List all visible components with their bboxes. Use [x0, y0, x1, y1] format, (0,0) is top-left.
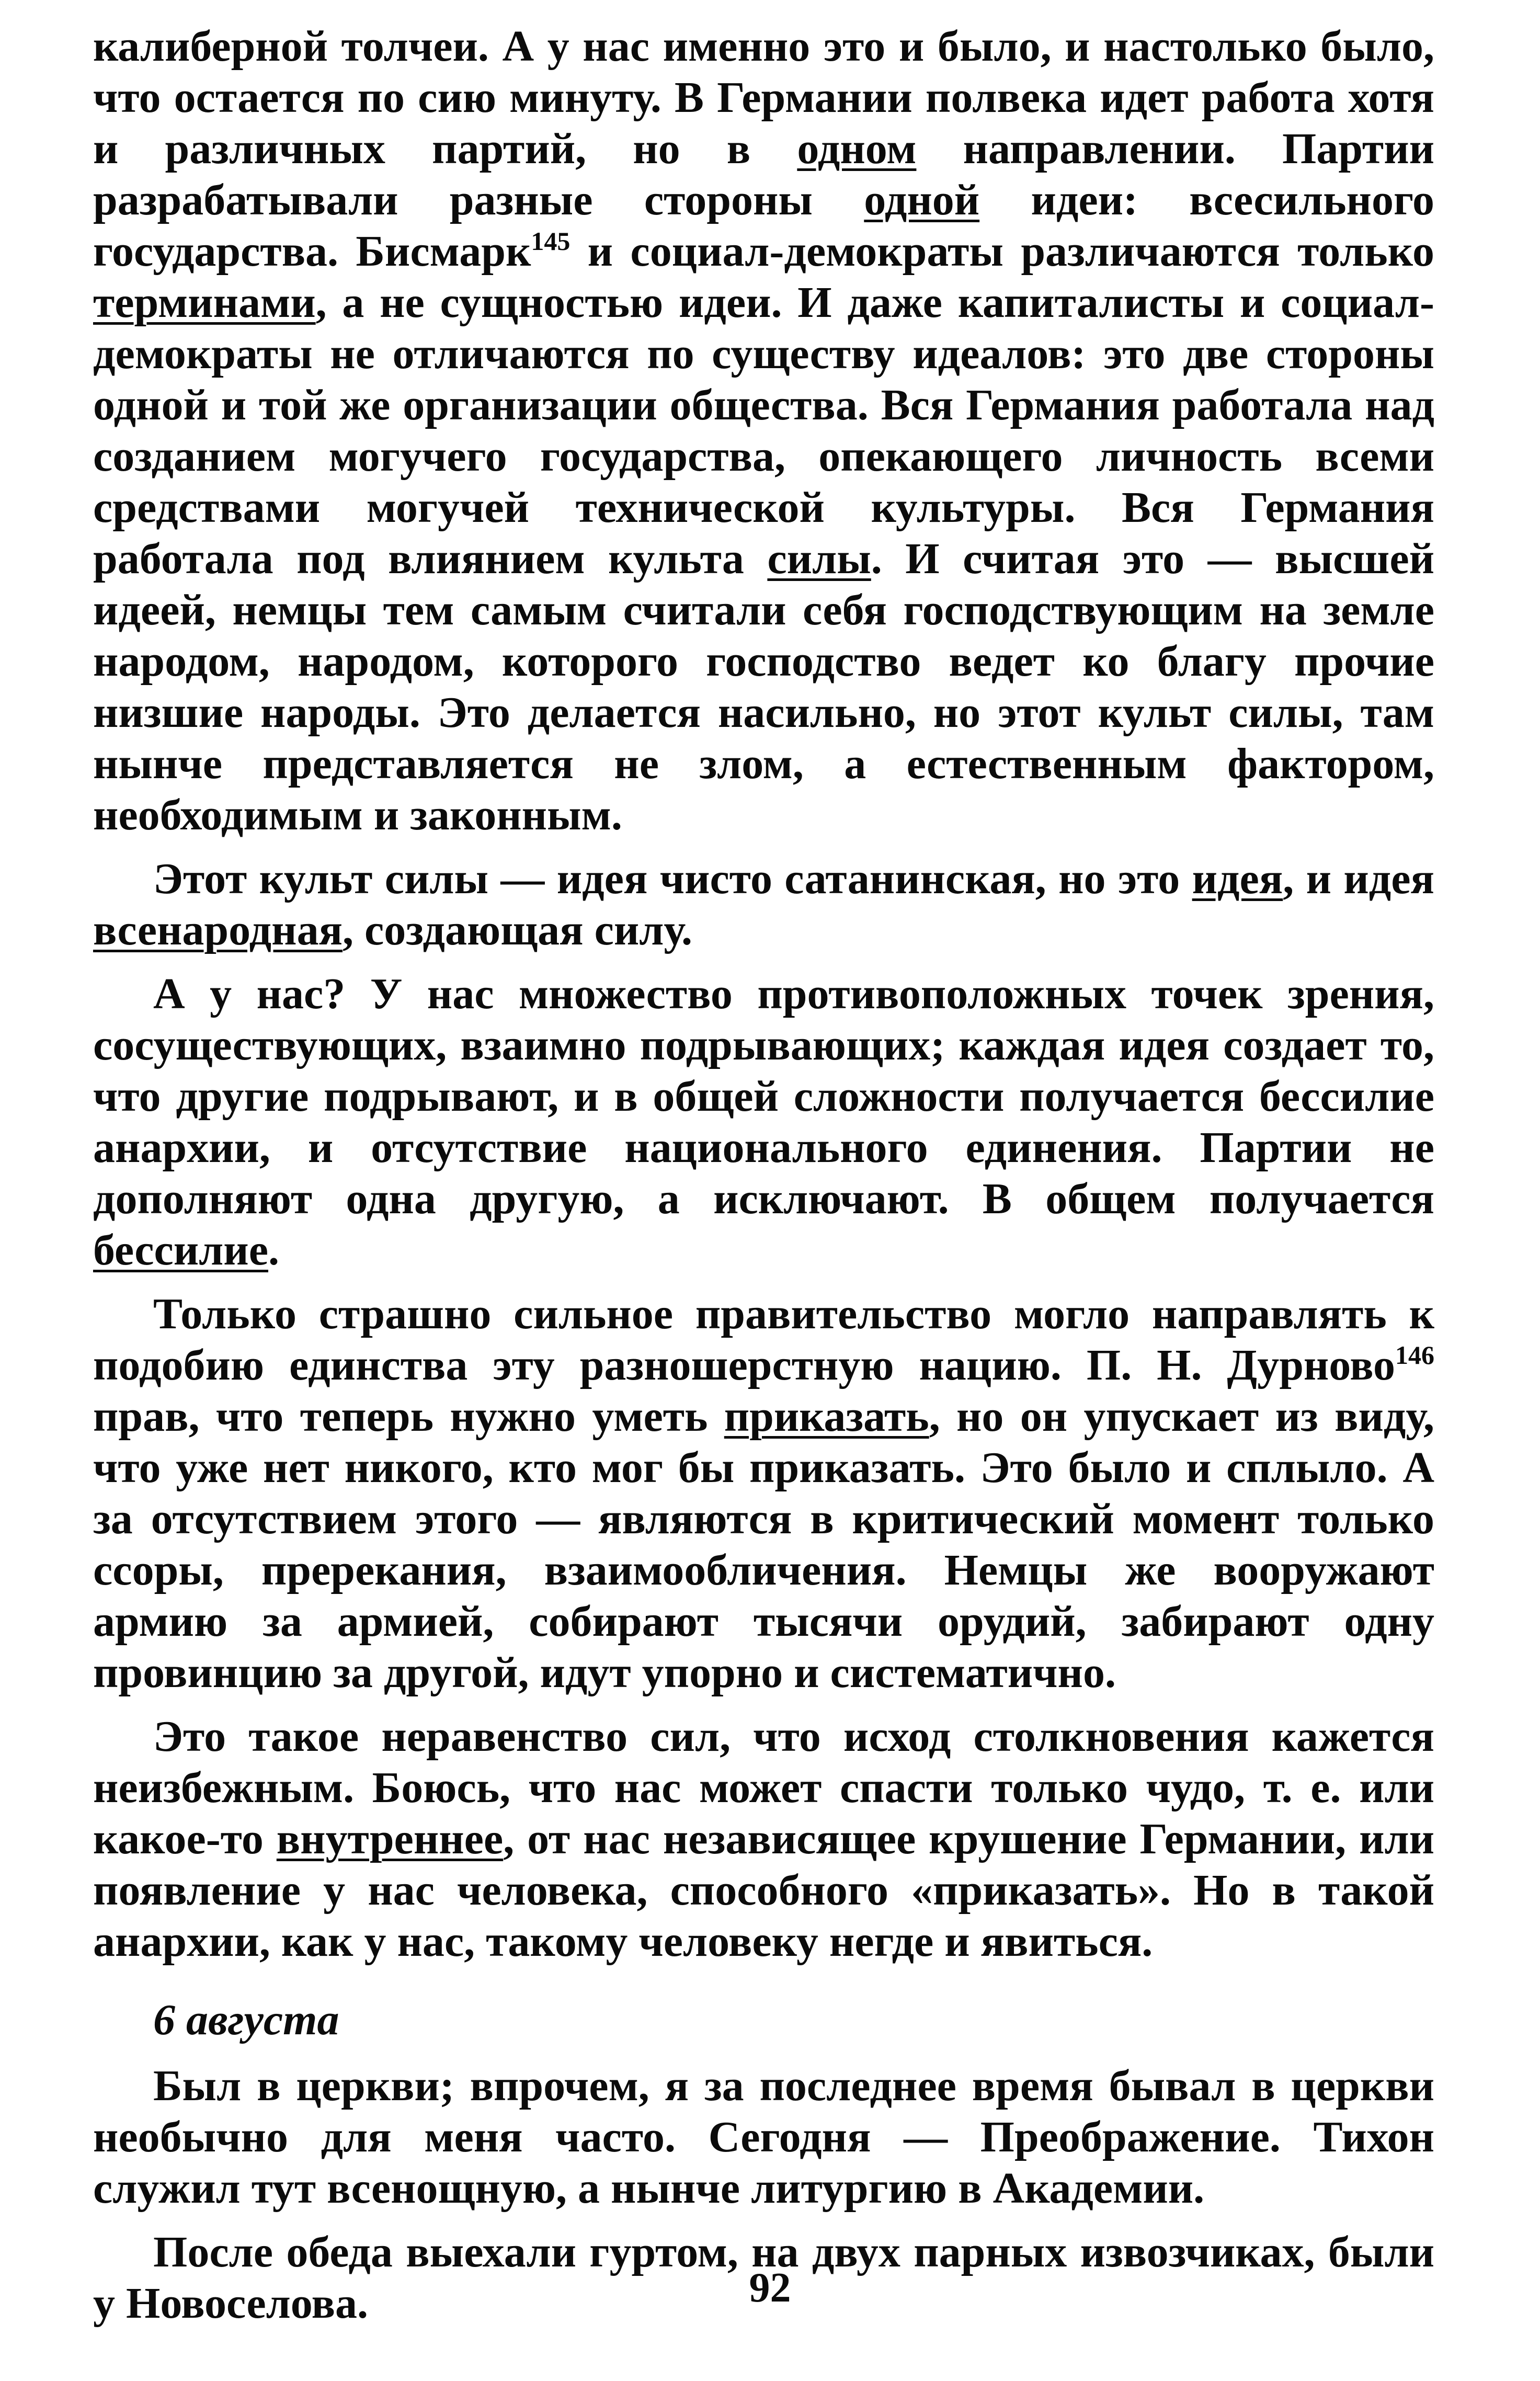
text-run: Был в церкви; впрочем, я за последнее время бывал в церкви необычно для меня часто. Сегодня — Преображение. Тихон служил тут всенощную, а нынче литургию в Академии. [93, 2061, 1434, 2213]
footnote-marker: 146 [1395, 1340, 1434, 1370]
footnote-marker: 145 [531, 226, 571, 256]
text-run: , но он упускает из виду, что уже нет никого, кто мог бы приказать. Это было и сплыло. А за отсутствием этого — являются в критический момент только ссоры, пререкания, взаимообличения. Немцы же вооружают армию за армией, собирают тысячи орудий, забирают одну провинцию за другой, идут упорно и систематично. [93, 1392, 1434, 1697]
body-paragraph [93, 1289, 1434, 1699]
body-paragraph [93, 969, 1434, 1276]
page-number: 92 [749, 2265, 791, 2311]
text-run: А у нас? У нас множество противоположных точек зрения, сосуществующих, взаимно подрывающих; каждая идея создает то, что другие подрывают, и в общей сложности получается бессилие анархии, и отсутствие национального единения. Партии не дополняют одна другую, а исключают. В общем получается [93, 970, 1434, 1223]
text-run: После обеда выехали гуртом, на двух парных извозчиках, были у Новоселова. [93, 2228, 1434, 2328]
underlined-emphasis: одном [797, 124, 917, 173]
text-run: 6 августа [153, 1996, 339, 2044]
underlined-emphasis: силы [767, 534, 871, 583]
book-page-text [93, 21, 1434, 2329]
text-run: , и идея [1283, 855, 1434, 903]
text-run: калиберной толчеи. А у нас именно это и было, и настолько было, что остается по сию минуту. В Германии полвека идет работа хотя и различных партий, но в [93, 22, 1434, 173]
body-paragraph [93, 1711, 1434, 1967]
underlined-emphasis: приказать [724, 1392, 929, 1441]
underlined-emphasis: всенародная [93, 906, 343, 954]
text-run: Этот культ силы — идея чисто сатанинская, но это [153, 855, 1192, 903]
text-run: Это такое неравенство сил, что исход столкновения кажется неизбежным. Боюсь, что нас может спасти только чудо, т. е. или какое-то [93, 1712, 1434, 1863]
text-run: прав, что теперь нужно уметь [93, 1392, 724, 1441]
underlined-emphasis: внутреннее [276, 1815, 504, 1863]
text-run: , создающая силу. [343, 906, 692, 954]
underlined-emphasis: бессилие [93, 1226, 268, 1274]
body-paragraph [93, 2060, 1434, 2214]
text-run: . [268, 1226, 279, 1274]
text-run: , а не сущностью идеи. И даже капиталисты и социал-демократы не отличаются по существу идеалов: это две стороны одной и той же организации общества. Вся Германия работала над созданием могучего государства, опекающего личность всеми средствами могучей технической культуры. Вся Германия работала под влиянием культа [93, 278, 1434, 583]
text-run: и социал-демократы различаются только [570, 227, 1435, 276]
text-run: направлении. Партии разрабатывали разные стороны [93, 124, 1434, 224]
body-paragraph [93, 21, 1434, 841]
text-run: Только страшно сильное правительство могло направлять к подобию единства эту разношерстную нацию. П. Н. Дурново [93, 1290, 1434, 1389]
underlined-emphasis: терминами [93, 278, 316, 327]
underlined-emphasis: одной [864, 176, 980, 224]
text-run: идеи: всесильного государства. Бисмарк [93, 176, 1434, 276]
diary-date-heading [93, 1995, 1434, 2046]
body-paragraph [93, 853, 1434, 956]
underlined-emphasis: идея [1192, 855, 1283, 903]
text-run: , от нас независящее крушение Германии, или появление у нас человека, способного «приказать». Но в такой анархии, как у нас, такому человеку негде и явиться. [93, 1815, 1434, 1966]
text-run: . И считая это — высшей идеей, немцы тем самым считали себя господствующим на земле народом, народом, которого господство ведет ко благу прочие низшие народы. Это делается насильно, но этот культ силы, там нынче представляется не злом, а естественным фактором, необходимым и законным. [93, 534, 1434, 839]
